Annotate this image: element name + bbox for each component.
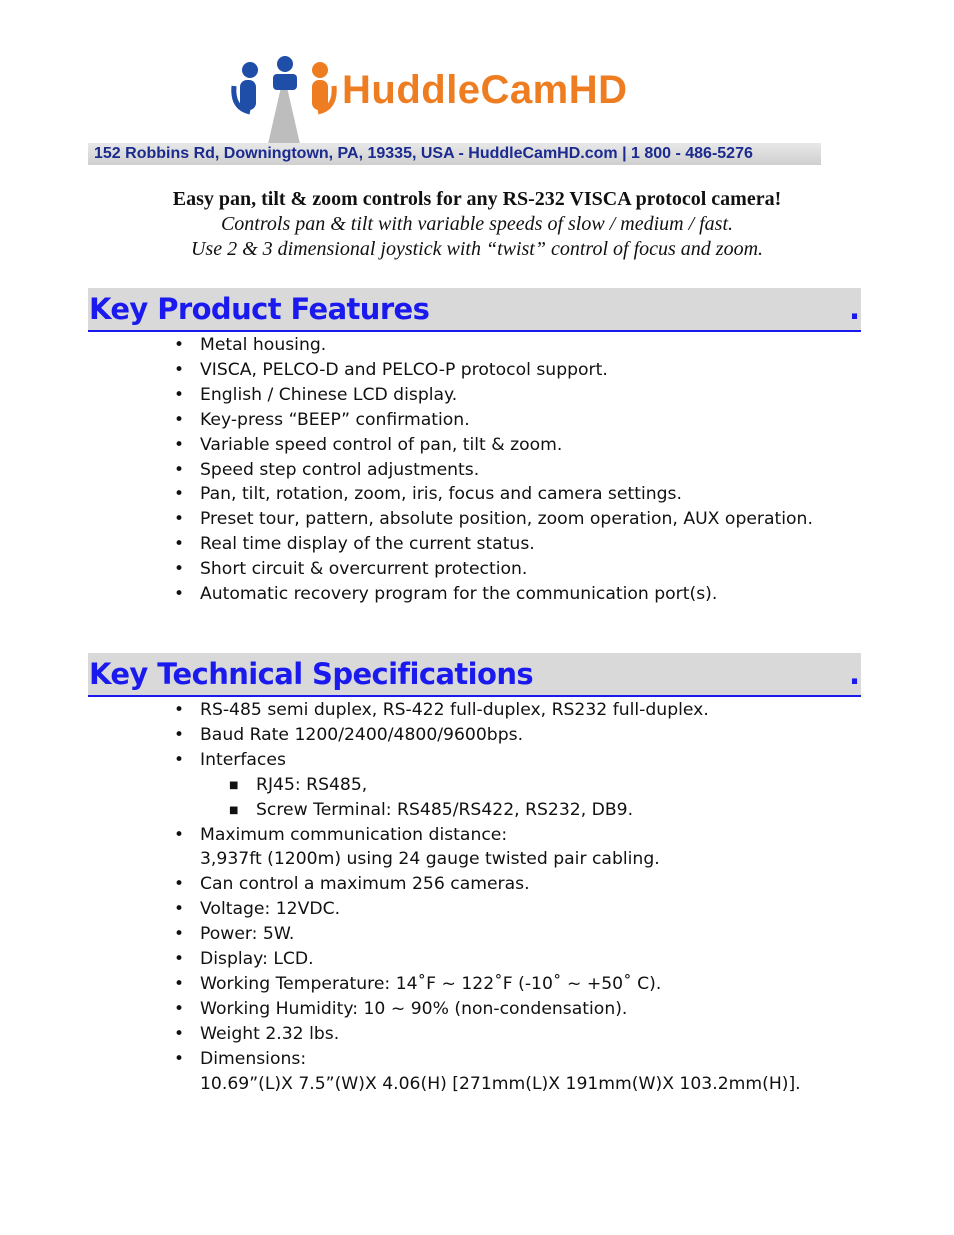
list-item: • English / Chinese LCD display. (88, 383, 813, 408)
specs-heading-underline (88, 695, 861, 697)
list-item: • Preset tour, pattern, absolute position, zoom operation, AUX operation. (88, 507, 813, 532)
list-item: • Weight 2.32 lbs. (88, 1022, 801, 1047)
bullet-icon: • (174, 1023, 185, 1044)
features-heading-underline (88, 330, 861, 332)
bullet-icon: • (174, 1048, 185, 1069)
company-address: 152 Robbins Rd, Downingtown, PA, 19335, USA - HuddleCamHD.com | 1 800 - 486-5276 (94, 145, 753, 162)
list-item: • Metal housing. (88, 333, 813, 358)
features-list (88, 333, 813, 607)
features-heading: Key Product Features (89, 292, 430, 326)
people-logo-icon (228, 56, 340, 148)
specs-heading: Key Technical Specifications (89, 657, 534, 691)
bullet-icon: • (174, 949, 185, 970)
list-item: • Interfaces (88, 748, 801, 773)
list-item: • Speed step control adjustments. (88, 458, 813, 483)
bullet-icon: • (174, 998, 185, 1019)
bullet-icon: • (174, 359, 185, 380)
bullet-icon: • (174, 584, 185, 605)
list-item: • Key-press “BEEP” confirmation. (88, 408, 813, 433)
bullet-icon: • (174, 899, 185, 920)
sub-list-item: ■ RJ45: RS485, (88, 773, 801, 798)
bullet-icon: • (174, 724, 185, 745)
list-item: • Short circuit & overcurrent protection. (88, 557, 813, 582)
tagline-headline: Easy pan, tilt & zoom controls for any RS-232 VISCA protocol camera! (172, 188, 782, 210)
list-item: • Automatic recovery program for the communication port(s). (88, 582, 813, 607)
features-heading-dot: . (849, 292, 861, 326)
list-item: • Voltage: 12VDC. (88, 897, 801, 922)
bullet-icon: • (174, 824, 185, 845)
bullet-icon: • (174, 335, 185, 355)
bullet-icon: • (174, 973, 185, 994)
company-logo (228, 56, 688, 148)
list-item: • Pan, tilt, rotation, zoom, iris, focus and camera settings. (88, 482, 813, 507)
list-item: • Baud Rate 1200/2400/4800/9600bps. (88, 723, 801, 748)
list-item: • RS-485 semi duplex, RS-422 full-duplex, RS232 full-duplex. (88, 698, 801, 723)
logo-wordmark: HuddleCamHD (342, 68, 628, 112)
tagline-line-3: Use 2 & 3 dimensional joystick with “twist” control of focus and zoom. (190, 238, 764, 260)
bullet-icon: • (174, 509, 185, 530)
bullet-icon: • (174, 484, 185, 505)
list-item: • Dimensions: 10.69”(L)X 7.5”(W)X 4.06(H) [271mm(L)X 191mm(W)X 103.2mm(H)]. (174, 1048, 801, 1094)
bullet-icon: • (174, 434, 185, 455)
list-item: • Maximum communication distance: 3,937ft (1200m) using 24 gauge twisted pair cabling. (174, 824, 660, 870)
bullet-icon: • (174, 700, 185, 720)
square-bullet-icon: ■ (229, 779, 239, 791)
list-item: • Working Humidity: 10 ~ 90% (non-condensation). (88, 997, 801, 1022)
bullet-icon: • (174, 384, 185, 405)
list-item: • Real time display of the current status. (88, 532, 813, 557)
bullet-icon: • (174, 534, 185, 555)
sub-list-item: ■ Screw Terminal: RS485/RS422, RS232, DB9. (88, 798, 801, 823)
bullet-icon: • (174, 749, 185, 770)
bullet-icon: • (174, 874, 185, 895)
list-item: • Power: 5W. (88, 922, 801, 947)
list-item: • Can control a maximum 256 cameras. (88, 872, 801, 897)
bullet-icon: • (174, 409, 185, 430)
list-item: • Variable speed control of pan, tilt & zoom. (88, 433, 813, 458)
list-item: • Working Temperature: 14˚F ~ 122˚F (-10˚ ~ +50˚ C). (88, 972, 801, 997)
list-item: • Display: LCD. (88, 947, 801, 972)
list-item: • VISCA, PELCO-D and PELCO-P protocol support. (88, 358, 813, 383)
tagline-line-2: Controls pan & tilt with variable speeds of slow / medium / fast. (220, 213, 734, 235)
bullet-icon: • (174, 459, 185, 480)
bullet-icon: • (174, 924, 185, 945)
specs-heading-dot: . (849, 657, 861, 691)
bullet-icon: • (174, 559, 185, 580)
specs-list (88, 698, 801, 1097)
square-bullet-icon: ■ (229, 804, 239, 816)
